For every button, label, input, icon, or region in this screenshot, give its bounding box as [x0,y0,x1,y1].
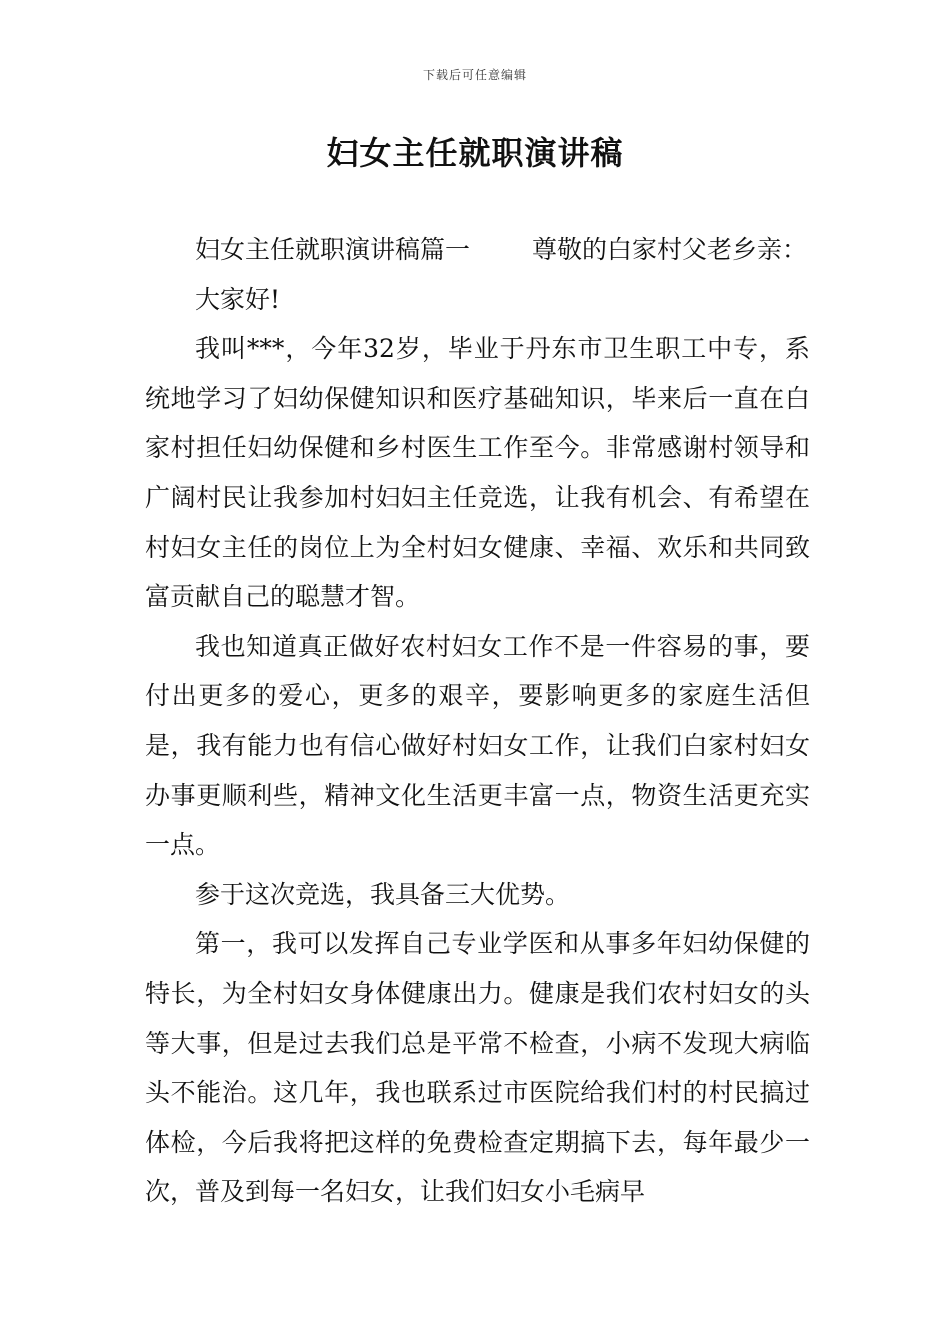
salutation: 尊敬的白家村父老乡亲： [532,235,808,264]
header-note: 下载后可任意编辑 [422,68,527,82]
paragraph-advantages: 参于这次竞选，我具备三大优势。 [195,879,571,909]
document-title: 妇女主任就职演讲稿 [326,134,624,172]
document-body [145,225,810,1217]
paragraph-first-advantage: 第一，我可以发挥自己专业学医和从事多年妇幼保健的特长，为全村妇女身体健康出力。健康是我们农村妇女的头等大事，但是过去我们总是平常不检查，小病不发现大病临头不能治。这几年，我也联系过市医院给我们村的村民搞过体检，今后我将把这样的免费检查定期搞下去，每年最少一次，普及到每一名妇女，让我们妇女小毛病早 [145,929,810,1207]
heading-line-title: 妇女主任就职演讲稿篇一 [195,235,471,264]
paragraph-commitment: 我也知道真正做好农村妇女工作不是一件容易的事，要付出更多的爱心，更多的艰辛，要影响更多的家庭生活但是，我有能力也有信心做好村妇女工作，让我们白家村妇女办事更顺利些，精神文化生活更丰富一点，物资生活更充实一点。 [145,631,810,860]
paragraph-intro: 我叫***，今年32岁，毕业于丹东市卫生职工中专，系统地学习了妇幼保健知识和医疗基础知识，毕来后一直在白家村担任妇幼保健和乡村医生工作至今。非常感谢村领导和广阔村民让我参加村妇妇主任竞选，让我有机会、有希望在村妇女主任的岗位上为全村妇女健康、幸福、欢乐和共同致富贡献自己的聪慧才智。 [145,334,810,612]
paragraph-greeting: 大家好! [195,284,281,314]
heading-line [145,225,810,275]
